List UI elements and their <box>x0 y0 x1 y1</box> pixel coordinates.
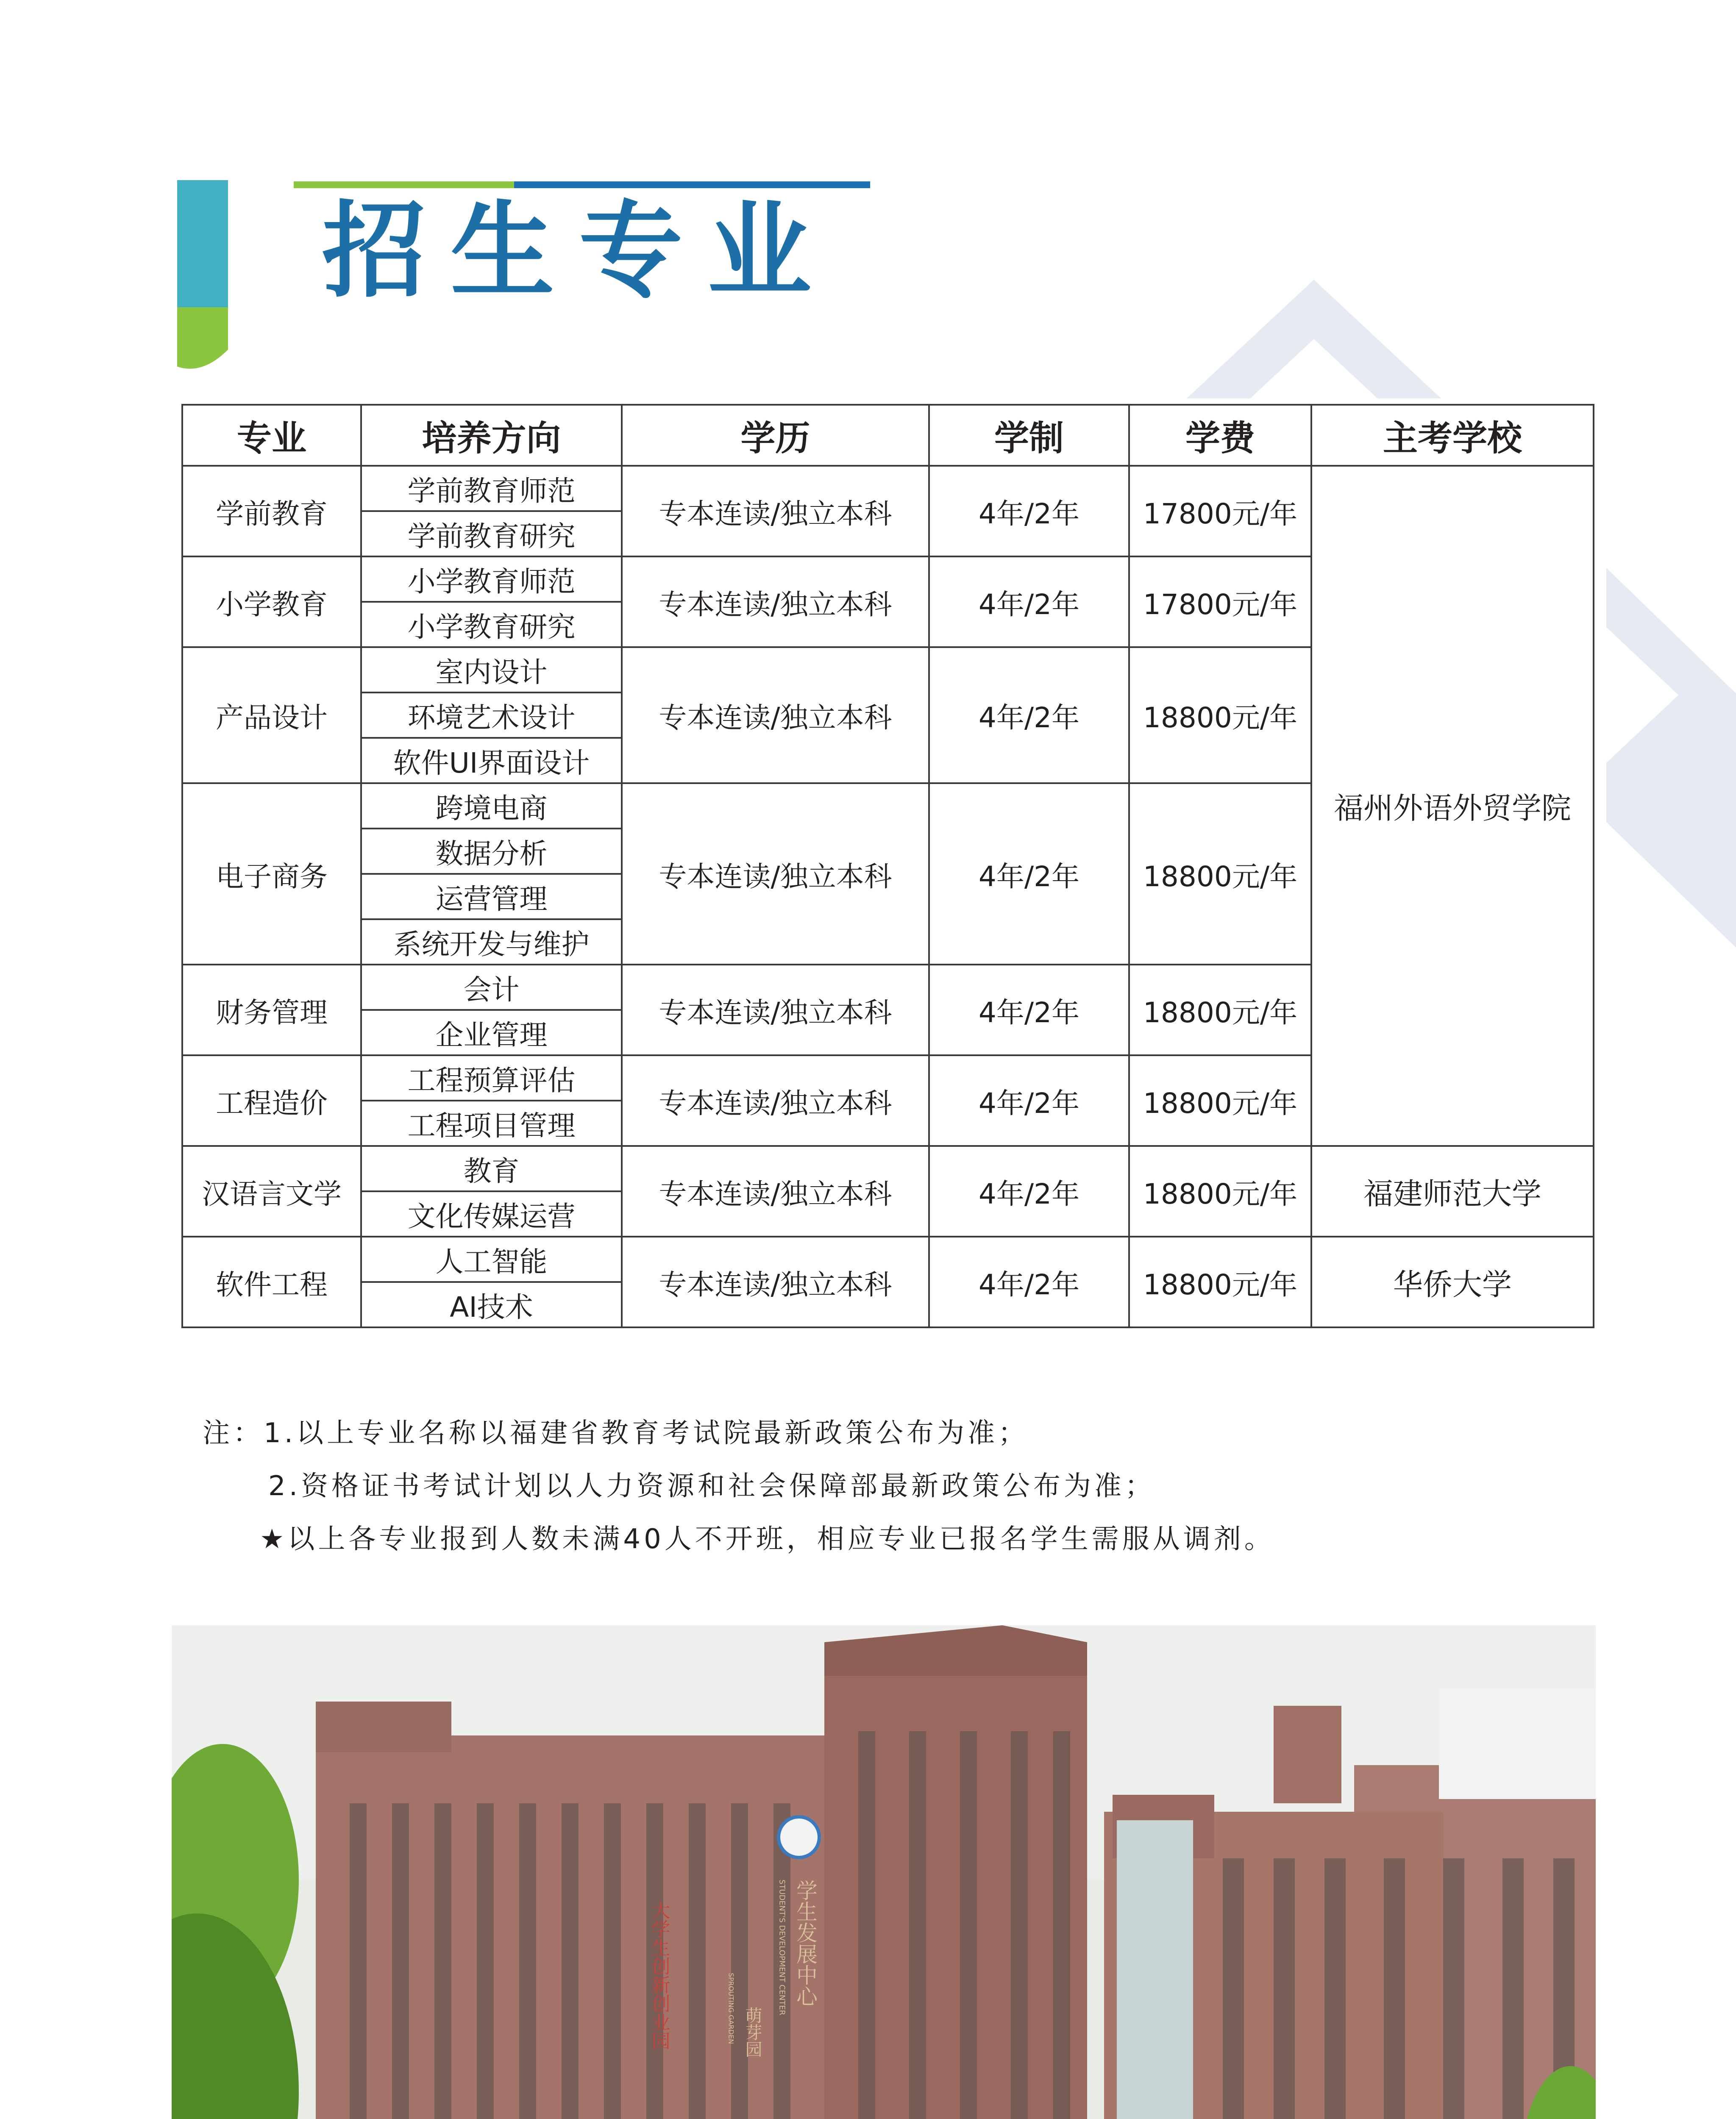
note-line: 注：1.以上专业名称以福建省教育考试院最新政策公布为准； <box>203 1418 1029 1449</box>
direction-cell: 数据分析 <box>361 829 622 874</box>
note-line: 2.资格证书考试计划以人力资源和社会保障部最新政策公布为准； <box>268 1471 1156 1502</box>
degree-cell: 专本连读/独立本科 <box>622 1237 929 1327</box>
direction-cell: 软件UI界面设计 <box>361 738 622 783</box>
page-title: 招生专业 <box>322 191 836 311</box>
degree-cell: 专本连读/独立本科 <box>622 647 929 783</box>
direction-cell: 小学教育师范 <box>361 556 622 602</box>
table-row <box>182 1146 1594 1191</box>
fee-cell: 17800元/年 <box>1129 556 1311 647</box>
sign-innovation-park: 大学生创新创业园 <box>648 1901 670 2050</box>
duration-cell: 4年/2年 <box>929 965 1129 1055</box>
major-cell: 财务管理 <box>182 965 361 1055</box>
degree-cell: 专本连读/独立本科 <box>622 1146 929 1237</box>
header-direction: 培养方向 <box>361 405 622 466</box>
duration-cell: 4年/2年 <box>929 556 1129 647</box>
direction-cell: 人工智能 <box>361 1237 622 1282</box>
majors-table <box>181 404 1594 1328</box>
direction-cell: 学前教育师范 <box>361 466 622 511</box>
note-line: ★以上各专业报到人数未满40人不开班，相应专业已报名学生需服从调剂。 <box>260 1524 1275 1555</box>
major-cell: 小学教育 <box>182 556 361 647</box>
header-duration: 学制 <box>929 405 1129 466</box>
duration-cell: 4年/2年 <box>929 783 1129 965</box>
header-school: 主考学校 <box>1311 405 1594 466</box>
degree-cell: 专本连读/独立本科 <box>622 783 929 965</box>
sign-student-development: 学生发展中心 <box>793 1880 818 2007</box>
sign-sprouting-garden-en: SPROUTING GARDEN <box>727 1973 735 2044</box>
direction-cell: 小学教育研究 <box>361 602 622 647</box>
table-header-row <box>182 405 1594 466</box>
duration-cell: 4年/2年 <box>929 466 1129 556</box>
school-cell: 华侨大学 <box>1311 1237 1594 1327</box>
direction-cell: 环境艺术设计 <box>361 692 622 738</box>
table-row <box>182 466 1594 511</box>
direction-cell: 工程预算评估 <box>361 1055 622 1101</box>
duration-cell: 4年/2年 <box>929 1146 1129 1237</box>
direction-cell: 室内设计 <box>361 647 622 692</box>
campus-building-photo <box>172 1625 1596 2119</box>
fee-cell: 18800元/年 <box>1129 1237 1311 1327</box>
fee-cell: 17800元/年 <box>1129 466 1311 556</box>
direction-cell: 文化传媒运营 <box>361 1191 622 1237</box>
duration-cell: 4年/2年 <box>929 647 1129 783</box>
major-cell: 汉语言文学 <box>182 1146 361 1237</box>
major-cell: 产品设计 <box>182 647 361 783</box>
table-row <box>182 1237 1594 1282</box>
direction-cell: 运营管理 <box>361 874 622 919</box>
header-degree: 学历 <box>622 405 929 466</box>
fee-cell: 18800元/年 <box>1129 965 1311 1055</box>
header-accent-block <box>177 180 228 375</box>
header-major: 专业 <box>182 405 361 466</box>
school-cell: 福州外语外贸学院 <box>1311 466 1594 1146</box>
degree-cell: 专本连读/独立本科 <box>622 556 929 647</box>
duration-cell: 4年/2年 <box>929 1237 1129 1327</box>
direction-cell: 学前教育研究 <box>361 511 622 556</box>
direction-cell: 教育 <box>361 1146 622 1191</box>
degree-cell: 专本连读/独立本科 <box>622 965 929 1055</box>
direction-cell: 企业管理 <box>361 1010 622 1055</box>
degree-cell: 专本连读/独立本科 <box>622 1055 929 1146</box>
sign-student-development-en: STUDENT'S DEVELOPMENT CENTER <box>777 1880 787 2016</box>
major-cell: 软件工程 <box>182 1237 361 1327</box>
sign-sprouting-garden: 萌芽园 <box>743 2007 762 2058</box>
duration-cell: 4年/2年 <box>929 1055 1129 1146</box>
notes-block <box>203 1407 1275 1566</box>
major-cell: 学前教育 <box>182 466 361 556</box>
direction-cell: 跨境电商 <box>361 783 622 829</box>
fee-cell: 18800元/年 <box>1129 1146 1311 1237</box>
major-cell: 电子商务 <box>182 783 361 965</box>
direction-cell: AI技术 <box>361 1282 622 1327</box>
direction-cell: 系统开发与维护 <box>361 919 622 965</box>
header-fee: 学费 <box>1129 405 1311 466</box>
direction-cell: 工程项目管理 <box>361 1101 622 1146</box>
fee-cell: 18800元/年 <box>1129 783 1311 965</box>
header-rule-green <box>294 181 514 188</box>
degree-cell: 专本连读/独立本科 <box>622 466 929 556</box>
direction-cell: 会计 <box>361 965 622 1010</box>
school-cell: 福建师范大学 <box>1311 1146 1594 1237</box>
fee-cell: 18800元/年 <box>1129 1055 1311 1146</box>
major-cell: 工程造价 <box>182 1055 361 1146</box>
fee-cell: 18800元/年 <box>1129 647 1311 783</box>
